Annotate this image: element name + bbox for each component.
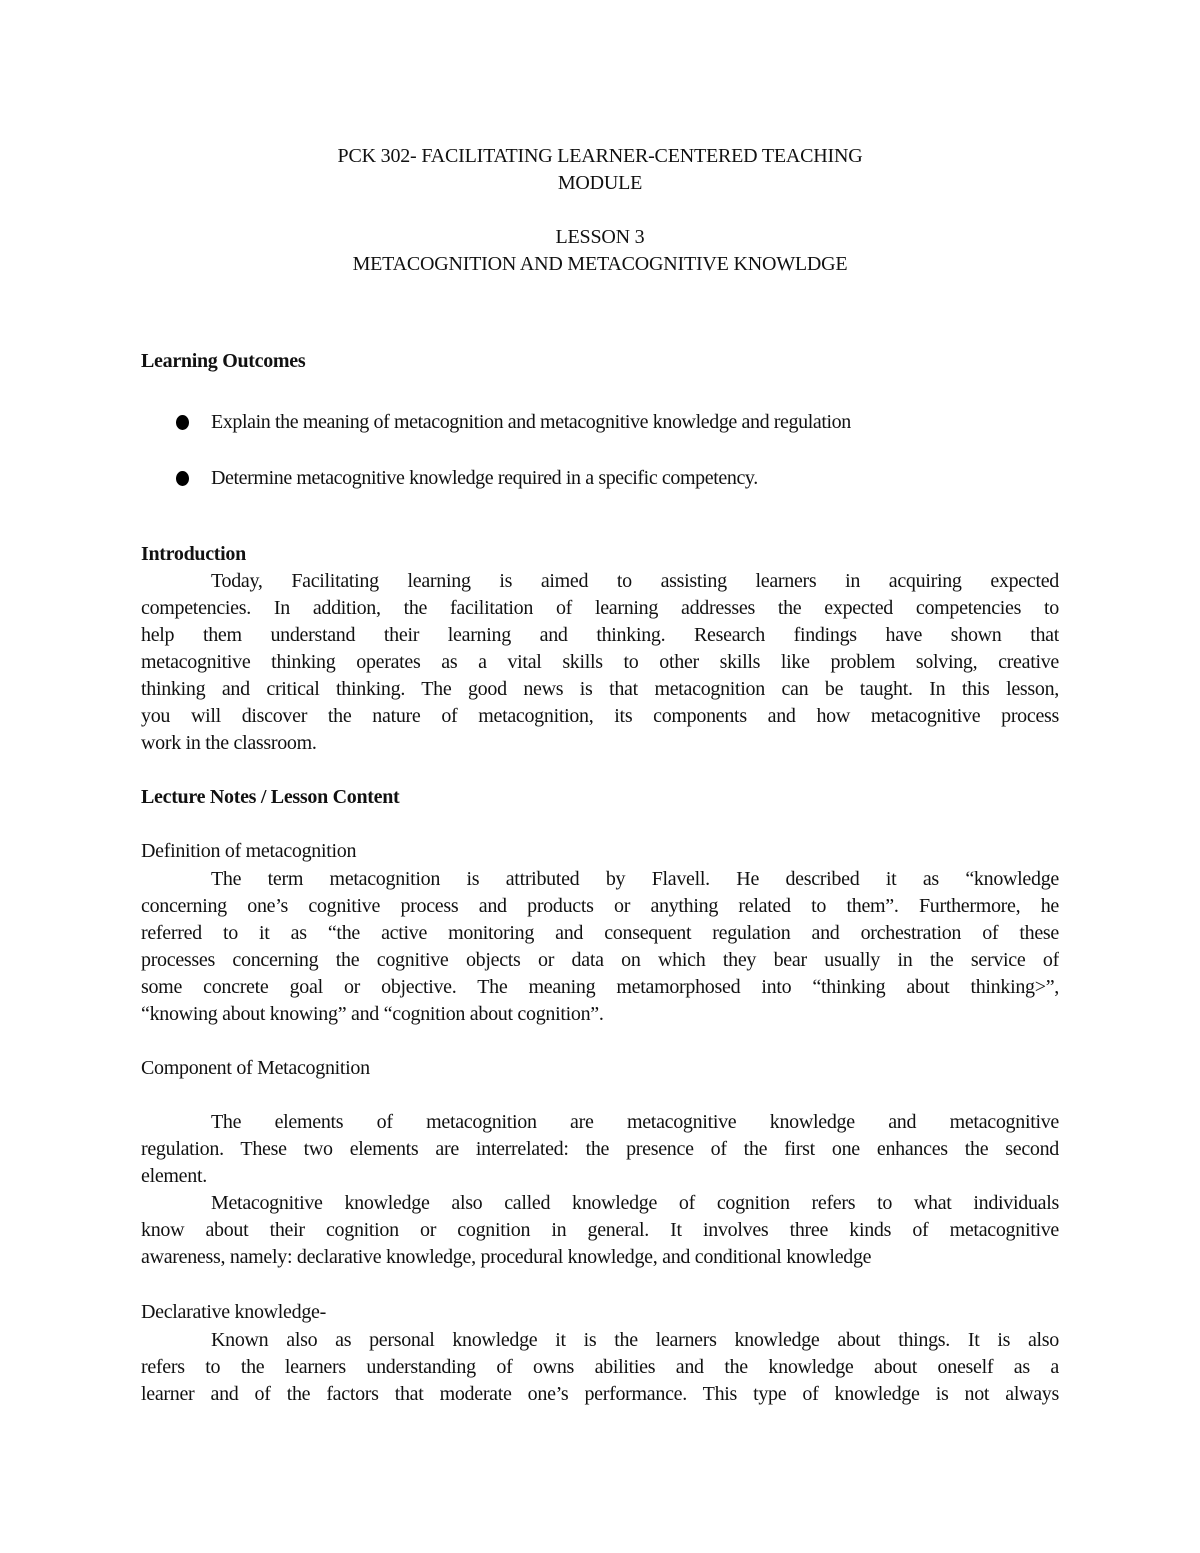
- text-line: concerning one’s cognitive process and products or anything related to them”. Furthermore, he: [141, 895, 1059, 917]
- text-line: processes concerning the cognitive objects or data on which they bear usually in the service of: [141, 949, 1059, 971]
- text-line: help them understand their learning and thinking. Research findings have shown that: [141, 624, 1059, 646]
- text-line: metacognitive thinking operates as a vital skills to other skills like problem solving, creative: [141, 651, 1059, 673]
- learning-outcome-text: Determine metacognitive knowledge required in a specific competency.: [211, 467, 758, 489]
- text-line: thinking and critical thinking. The good news is that metacognition can be taught. In this lesson,: [141, 678, 1059, 700]
- text-line: Known also as personal knowledge it is the learners knowledge about things. It is also: [211, 1329, 1059, 1351]
- text-line: The term metacognition is attributed by Flavell. He described it as “knowledge: [211, 868, 1059, 890]
- learning-outcome-text: Explain the meaning of metacognition and metacognitive knowledge and regulation: [211, 411, 851, 433]
- text-line: you will discover the nature of metacognition, its components and how metacognitive process: [141, 705, 1059, 727]
- text-line: refers to the learners understanding of owns abilities and the knowledge about oneself as a: [141, 1356, 1059, 1378]
- text-line: Metacognitive knowledge also called knowledge of cognition refers to what individuals: [211, 1192, 1059, 1214]
- text-line: referred to it as “the active monitoring and consequent regulation and orchestration of these: [141, 922, 1059, 944]
- text-line: know about their cognition or cognition in general. It involves three kinds of metacognitive: [141, 1219, 1059, 1241]
- lesson-title: METACOGNITION AND METACOGNITIVE KNOWLDGE: [352, 253, 848, 275]
- text-line: learner and of the factors that moderate one’s performance. This type of knowledge is not always: [141, 1383, 1059, 1405]
- lecture-notes-heading: Lecture Notes / Lesson Content: [141, 786, 400, 808]
- component-subheading: Component of Metacognition: [141, 1057, 370, 1079]
- text-line: regulation. These two elements are interrelated: the presence of the first one enhances the second: [141, 1138, 1059, 1160]
- introduction-heading: Introduction: [141, 543, 246, 565]
- declarative-knowledge-subheading: Declarative knowledge-: [141, 1301, 326, 1323]
- text-line: The elements of metacognition are metacognitive knowledge and metacognitive: [211, 1111, 1059, 1133]
- text-line: “knowing about knowing” and “cognition about cognition”.: [141, 1003, 604, 1025]
- text-line: work in the classroom.: [141, 732, 317, 754]
- learning-outcome-item: [176, 411, 851, 434]
- text-line: awareness, namely: declarative knowledge, procedural knowledge, and conditional knowledge: [141, 1246, 872, 1268]
- component-paragraph-1: [141, 1109, 1059, 1190]
- definition-subheading: Definition of metacognition: [141, 840, 357, 862]
- introduction-paragraph: [141, 568, 1059, 757]
- learning-outcome-item: [176, 467, 758, 490]
- learning-outcomes-heading: Learning Outcomes: [141, 350, 306, 372]
- declarative-knowledge-paragraph: [141, 1327, 1059, 1408]
- text-line: competencies. In addition, the facilitation of learning addresses the expected competencies to: [141, 597, 1059, 619]
- module-title-line-2: MODULE: [557, 172, 643, 194]
- filled-circle-bullet-icon: [176, 471, 189, 486]
- module-title-line-1: PCK 302- FACILITATING LEARNER-CENTERED TEACHING: [337, 145, 863, 167]
- filled-circle-bullet-icon: [176, 415, 189, 430]
- lesson-number: LESSON 3: [555, 226, 645, 248]
- text-line: element.: [141, 1165, 207, 1187]
- text-line: some concrete goal or objective. The meaning metamorphosed into “thinking about thinking>”,: [141, 976, 1059, 998]
- text-line: Today, Facilitating learning is aimed to assisting learners in acquiring expected: [211, 570, 1059, 592]
- definition-paragraph: [141, 866, 1059, 1028]
- component-paragraph-2: [141, 1190, 1059, 1271]
